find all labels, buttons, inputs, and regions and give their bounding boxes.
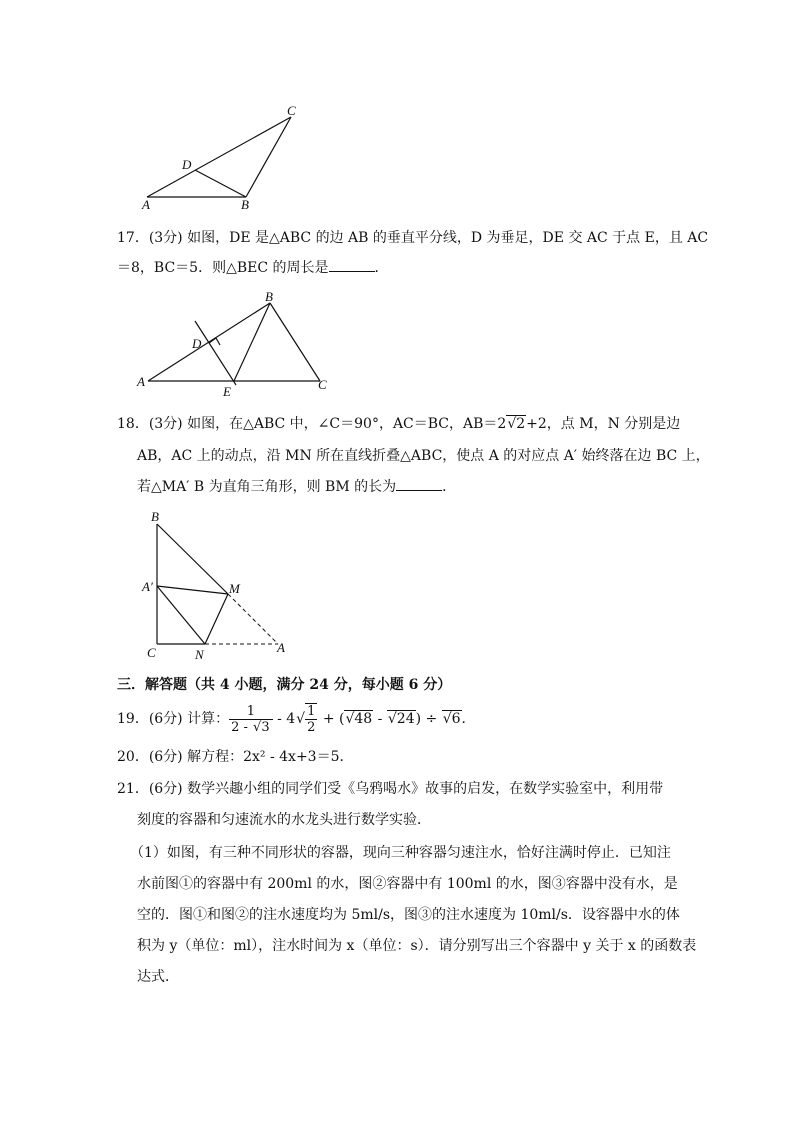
q21-line1: 21．(6分) 数学兴趣小组的同学们受《乌鸦喝水》故事的启发，在数学实验室中，利用带	[117, 781, 664, 797]
q17-line2-text: ＝8，BC＝5．则△BEC 的周长是	[117, 260, 329, 276]
segment-aprime-n	[157, 586, 205, 644]
segment-bc	[270, 303, 320, 381]
q17-line2	[117, 258, 389, 278]
q21-line6: 积为 y（单位：ml），注水时间为 x（单位：s）．请分别写出三个容器中 y 关于 x 的函数表	[137, 938, 697, 954]
radical-6: √6	[442, 711, 461, 727]
label-c: C	[147, 645, 156, 660]
answer-blank-17	[329, 259, 375, 272]
q19-minus: -	[373, 711, 387, 727]
fraction-1-over-2-minus-root3	[229, 704, 273, 735]
frac1-den-text: 2 -	[231, 719, 253, 735]
label-e: E	[223, 384, 231, 399]
segment-bm	[157, 524, 228, 594]
label-a: A	[137, 374, 145, 389]
q21-line5: 空的．图①和图②的注水速度均为 5ml/s，图③的注水速度为 10ml/s．设容器中水的体	[137, 907, 680, 923]
perpendicular-bisector	[195, 321, 236, 385]
q21-line2: 刻度的容器和匀速流水的水龙头进行数学实验．	[137, 812, 431, 828]
figure-17	[132, 288, 342, 400]
label-b: B	[265, 289, 273, 304]
section-3-heading: 三．解答题（共 4 小题，满分 24 分，每小题 6 分）	[117, 677, 452, 693]
radicand-48: 48	[354, 711, 373, 727]
frac1-den-radicand: 3	[261, 719, 270, 735]
q20-line: 20．(6分) 解方程：2x² - 4x+3＝5．	[117, 749, 354, 765]
label-m: M	[229, 581, 240, 596]
q19-line	[117, 703, 476, 735]
q17-line2-end: ．	[374, 260, 389, 276]
frac1-den-radical: √3	[253, 719, 270, 735]
q19-plus: + (	[318, 711, 345, 727]
q18-radicand: 2	[516, 416, 526, 432]
segment-db	[195, 170, 246, 197]
label-a: A	[142, 197, 150, 212]
right-angle-mark	[209, 338, 220, 345]
label-b: B	[241, 197, 249, 212]
q19-prefix: 19．(6分) 计算：	[117, 711, 230, 727]
segment-aprime-m	[157, 586, 228, 594]
frac1-denominator	[229, 720, 273, 735]
label-d: D	[182, 157, 192, 172]
figure-16	[135, 100, 315, 212]
q18-line3-text: 若△MA′ B 为直角三角形，则 BM 的长为	[137, 479, 397, 495]
q19-div: ) ÷	[415, 711, 442, 727]
fraction-half	[305, 703, 317, 735]
label-d: D	[192, 336, 202, 351]
q18-line3	[137, 477, 456, 497]
dashed-ma	[228, 594, 278, 644]
q18-line2: AB，AC 上的动点，沿 MN 所在直线折叠△ABC，使点 A 的对应点 A′ 始终落在边 BC 上，	[137, 448, 710, 464]
label-c: C	[318, 377, 327, 392]
q18-line3-end: ．	[442, 479, 457, 495]
q21-line4: 水前图①的容器中有 200ml 的水，图②容器中有 100ml 的水，图③容器中没有水，是	[137, 876, 678, 892]
q19-end: ．	[461, 711, 476, 727]
radicand-6: 6	[451, 711, 461, 727]
segment-ac	[147, 117, 291, 197]
label-b: B	[151, 509, 159, 524]
label-c: C	[287, 103, 296, 118]
radical-48: √48	[345, 711, 373, 727]
answer-blank-18	[396, 478, 442, 491]
radical-half: √ $\frac{1}{2}$	[296, 704, 316, 735]
figure-18	[138, 506, 298, 666]
frac2-denominator: 2	[307, 720, 316, 735]
q18-line1	[117, 414, 680, 434]
frac1-numerator: 1	[229, 704, 273, 720]
label-aprime: A′	[142, 579, 153, 594]
q21-line7: 达式．	[137, 969, 179, 985]
q21-line3: （1）如图，有三种不同形状的容器，现向三种容器匀速注水，恰好注满时停止．已知注	[130, 845, 671, 861]
frac2-numerator: 1	[307, 704, 316, 719]
q19-minus4: - 4	[272, 711, 296, 727]
q17-line1: 17．(3分) 如图，DE 是△ABC 的边 AB 的垂直平分线，D 为垂足，DE 交 AC 于点 E，且 AC	[117, 230, 709, 246]
q18-radical: √2	[507, 416, 526, 432]
segment-mn	[205, 594, 228, 644]
radical-24: √24	[387, 711, 415, 727]
q18-line1-rest: +2，点 M，N 分别是边	[526, 416, 681, 432]
label-a: A	[277, 640, 285, 655]
label-n: N	[195, 647, 204, 662]
radicand-24: 24	[396, 711, 415, 727]
q18-line1-text: 18．(3分) 如图，在△ABC 中，∠C＝90°，AC＝BC，AB＝2	[117, 416, 507, 432]
